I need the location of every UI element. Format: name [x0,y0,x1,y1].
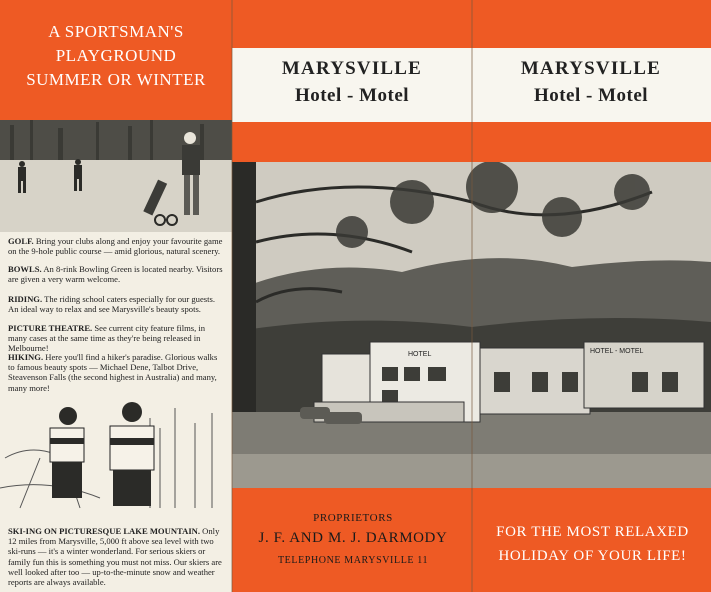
activity-heading: BOWLS. [8,264,42,274]
title-right-line-1: MARYSVILLE [520,58,662,79]
left-panel [0,0,232,592]
skiers-illustration [0,398,232,520]
hotel-sign-text: HOTEL [408,351,432,358]
title-right [471,58,711,107]
slogan-line-3: SUMMER OR WINTER [26,70,206,89]
activity-riding [8,294,226,314]
activity-text: The riding school caters especially for our guests. An ideal way to relax and see Marysville's beauty spots. [8,294,216,315]
title-left-line-1: MARYSVILLE [281,58,423,79]
fold-line-left [231,0,233,592]
tagline-line-1: FOR THE MOST RELAXED [496,524,689,540]
activity-text: Bring your clubs along and enjoy your favourite game on the 9-hole public course — amid glorious, natural scenery. [8,236,223,257]
golf-photo [0,120,232,232]
activity-text: Here you'll find a hiker's paradise. Glorious walks to famous beauty spots — Michael Dene, Talbot Drive, Steavenson Falls (the second highest in Australia) and many, many more! [8,352,218,393]
slogan-line-1: A SPORTSMAN'S [48,22,184,41]
activity-ski-ing [8,526,226,587]
activity-text: Only 12 miles from Marysville, 5,000 ft above sea level with two ski-runs — it's a winter wonderland. For serious skiers or family fun this is something you must not miss. Our skiers are well looked after too — up-to-the-minute snow and weather reports are always available. [8,526,222,588]
proprietors-names: J. F. AND M. J. DARMODY [258,530,448,546]
title-left [232,58,472,107]
slogan-header [0,0,232,120]
activity-text: See current city feature films, in many cases at the same time as they're being released in Melbourne! [8,323,206,354]
title-right-line-2: Hotel - Motel [533,85,649,106]
activity-heading: PICTURE THEATRE. [8,323,93,333]
tagline-line-2: HOLIDAY OF YOUR LIFE! [498,548,687,564]
activity-heading: GOLF. [8,236,34,246]
activity-picture-theatre [8,323,226,354]
proprietors-label: PROPRIETORS [313,512,393,524]
motel-sign-text: HOTEL - MOTEL [590,348,644,355]
fold-line-right [471,0,473,592]
activity-bowls [8,264,226,284]
activity-hiking [8,352,226,393]
slogan-line-2: PLAYGROUND [55,46,177,65]
activity-heading: SKI-ING ON PICTURESQUE LAKE MOUNTAIN. [8,526,201,536]
activity-text: An 8-rink Bowling Green is located nearby. Visitors are given a very warm welcome. [8,264,223,285]
activity-heading: RIDING. [8,294,43,304]
telephone: TELEPHONE MARYSVILLE 11 [277,555,429,566]
activity-golf [8,236,226,256]
activity-heading: HIKING. [8,352,44,362]
title-left-line-2: Hotel - Motel [294,85,410,106]
